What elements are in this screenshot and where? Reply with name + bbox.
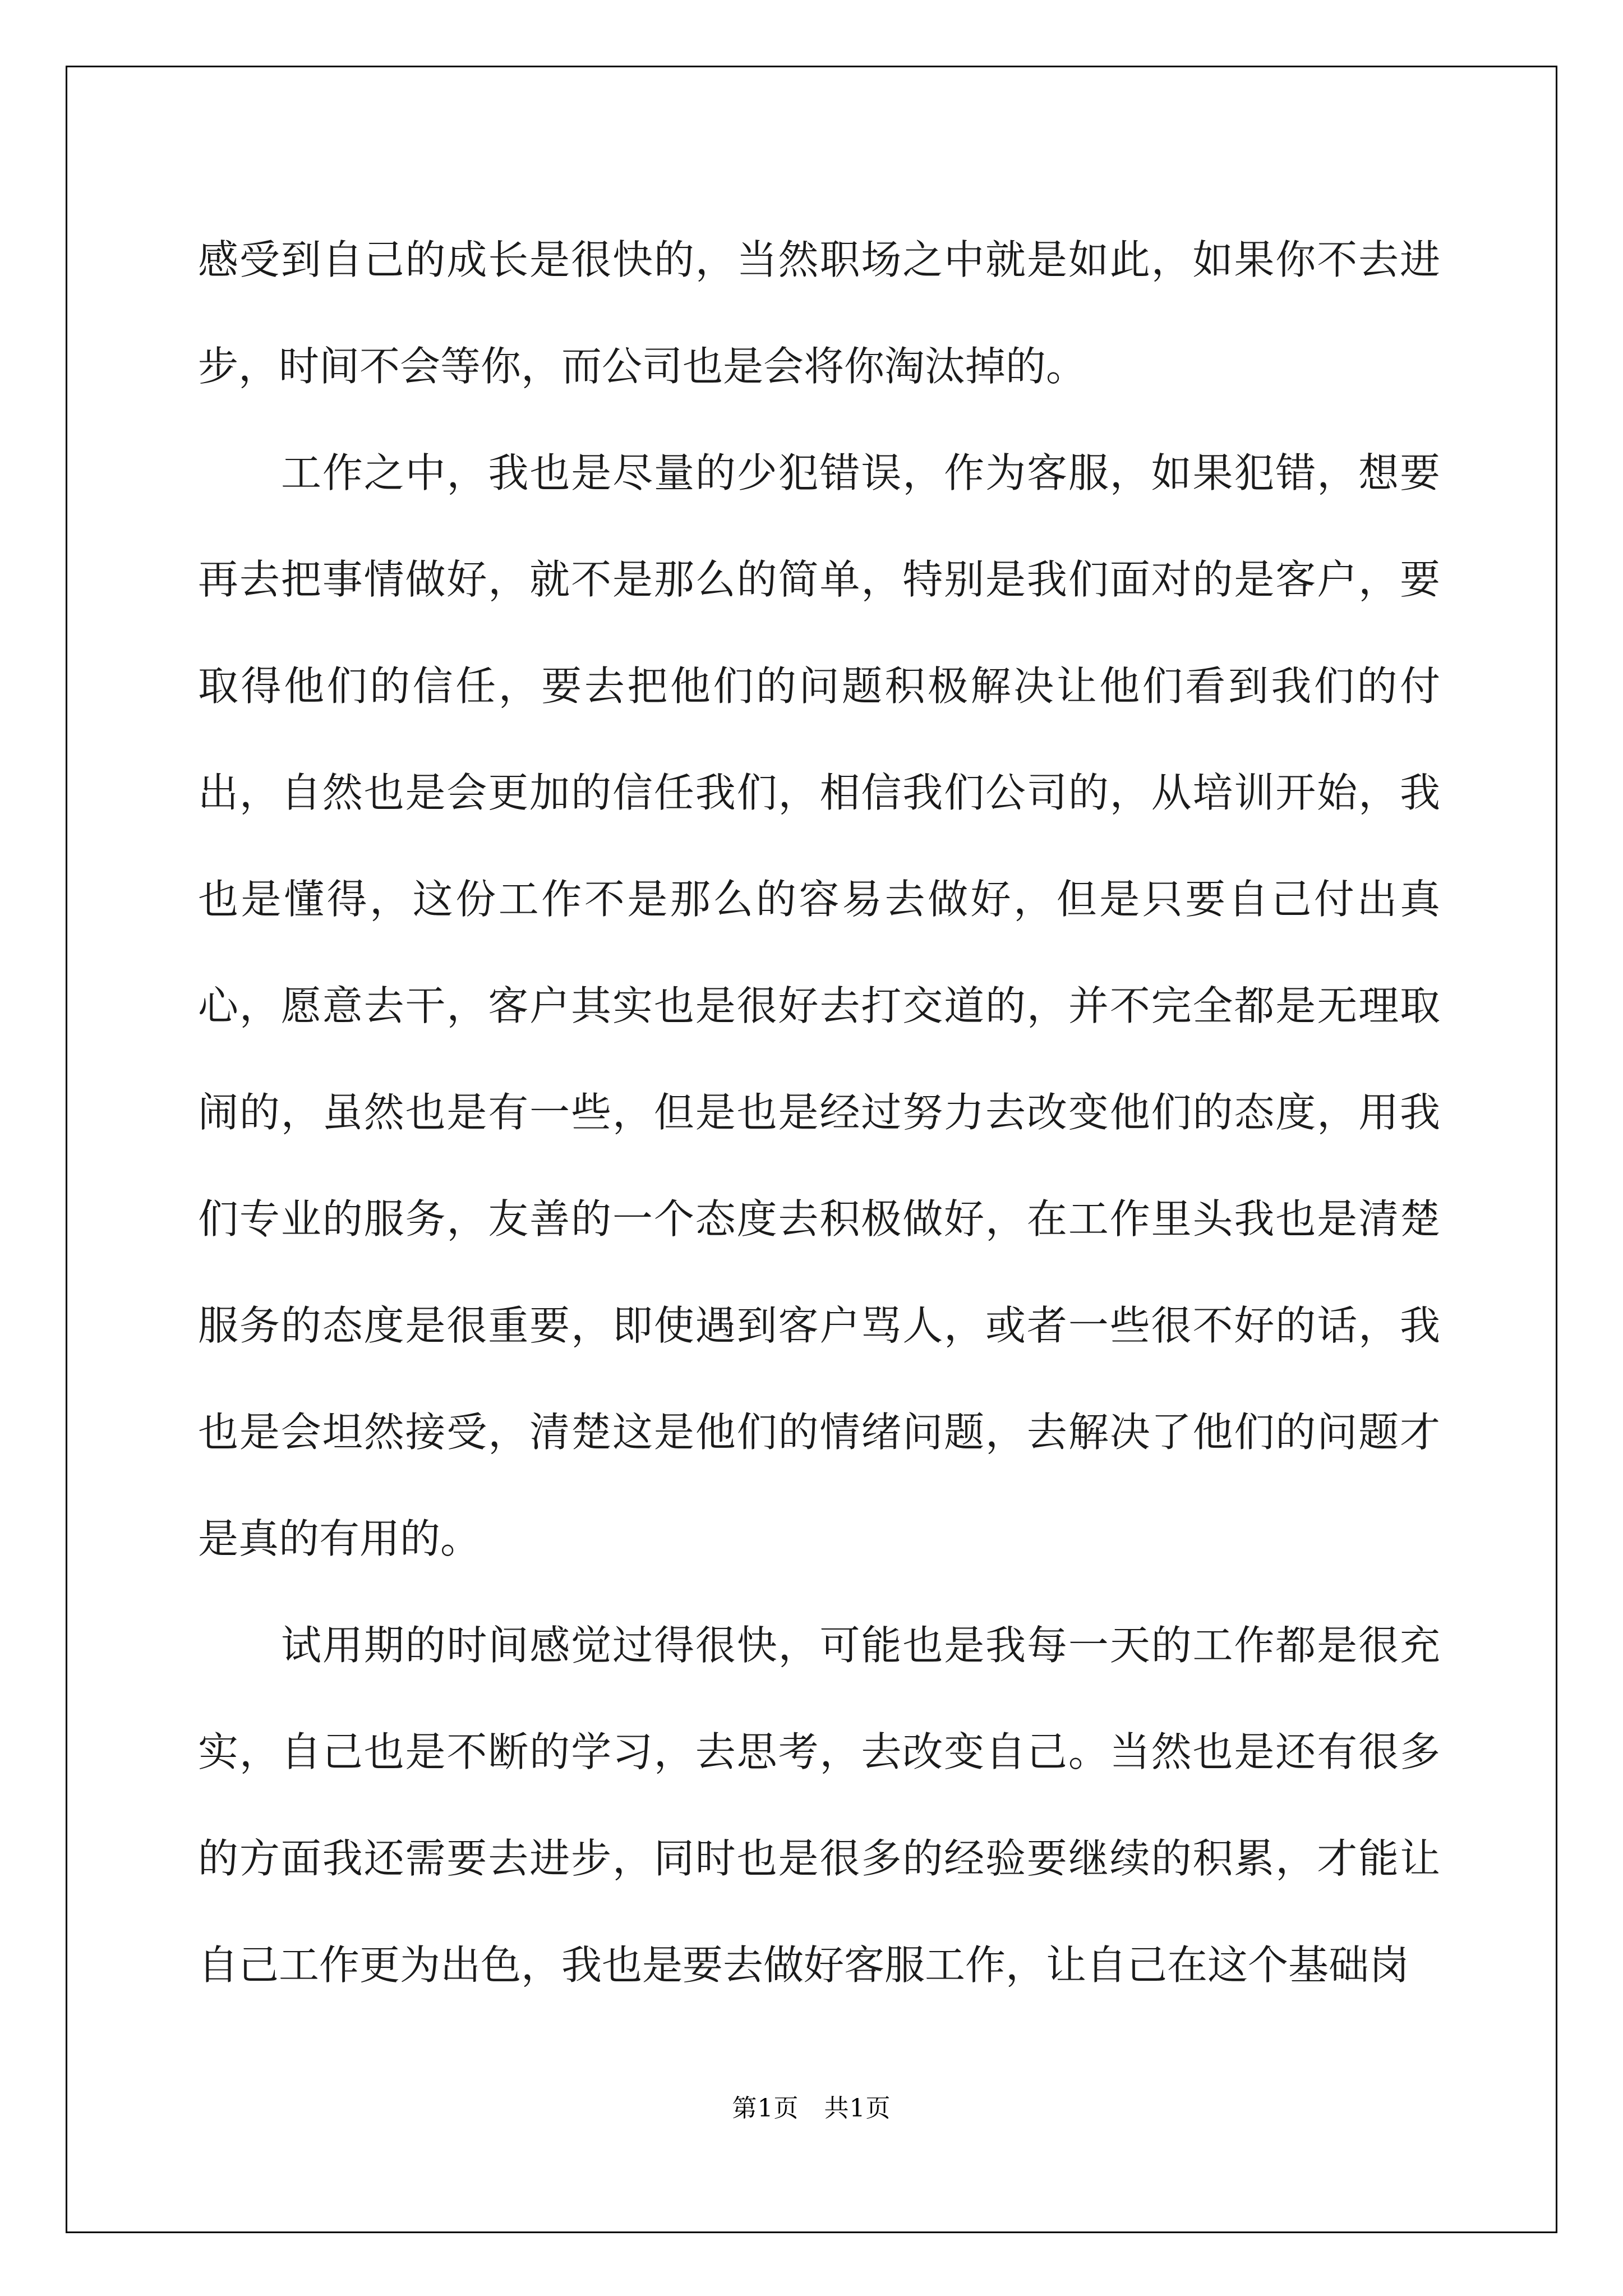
paragraph-3: 试用期的时间感觉过得很快，可能也是我每一天的工作都是很充实，自己也是不断的学习，去思考，去改变自己。当然也是还有很多的方面我还需要去进步，同时也是很多的经验要继续的积累，才能让自己工作更为出色，我也是要去做好客服工作，让自己在这个基础岗	[198, 1622, 1440, 1989]
paragraph-1: 感受到自己的成长是很快的，当然职场之中就是如此，如果你不去进步，时间不会等你，而公司也是会将你淘汰掉的。	[198, 236, 1440, 390]
paragraph-2: 工作之中，我也是尽量的少犯错误，作为客服，如果犯错，想要再去把事情做好，就不是那么的简单，特别是我们面对的是客户，要取得他们的信任，要去把他们的问题积极解决让他们看到我们的付出，自然也是会更加的信任我们，相信我们公司的，从培训开始，我也是懂得，这份工作不是那么的容易去做好，但是只要自己付出真心，愿意去干，客户其实也是很好去打交道的，并不完全都是无理取闹的，虽然也是有一些，但是也是经过努力去改变他们的态度，用我们专业的服务，友善的一个态度去积极做好，在工作里头我也是清楚服务的态度是很重要，即使遇到客户骂人，或者一些很不好的话，我也是会坦然接受，清楚这是他们的情绪问题，去解决了他们的问题才是真的有用的。	[198, 449, 1440, 1562]
document-body	[198, 206, 1440, 2018]
page-footer: 第1页 共1页	[732, 2094, 891, 2123]
